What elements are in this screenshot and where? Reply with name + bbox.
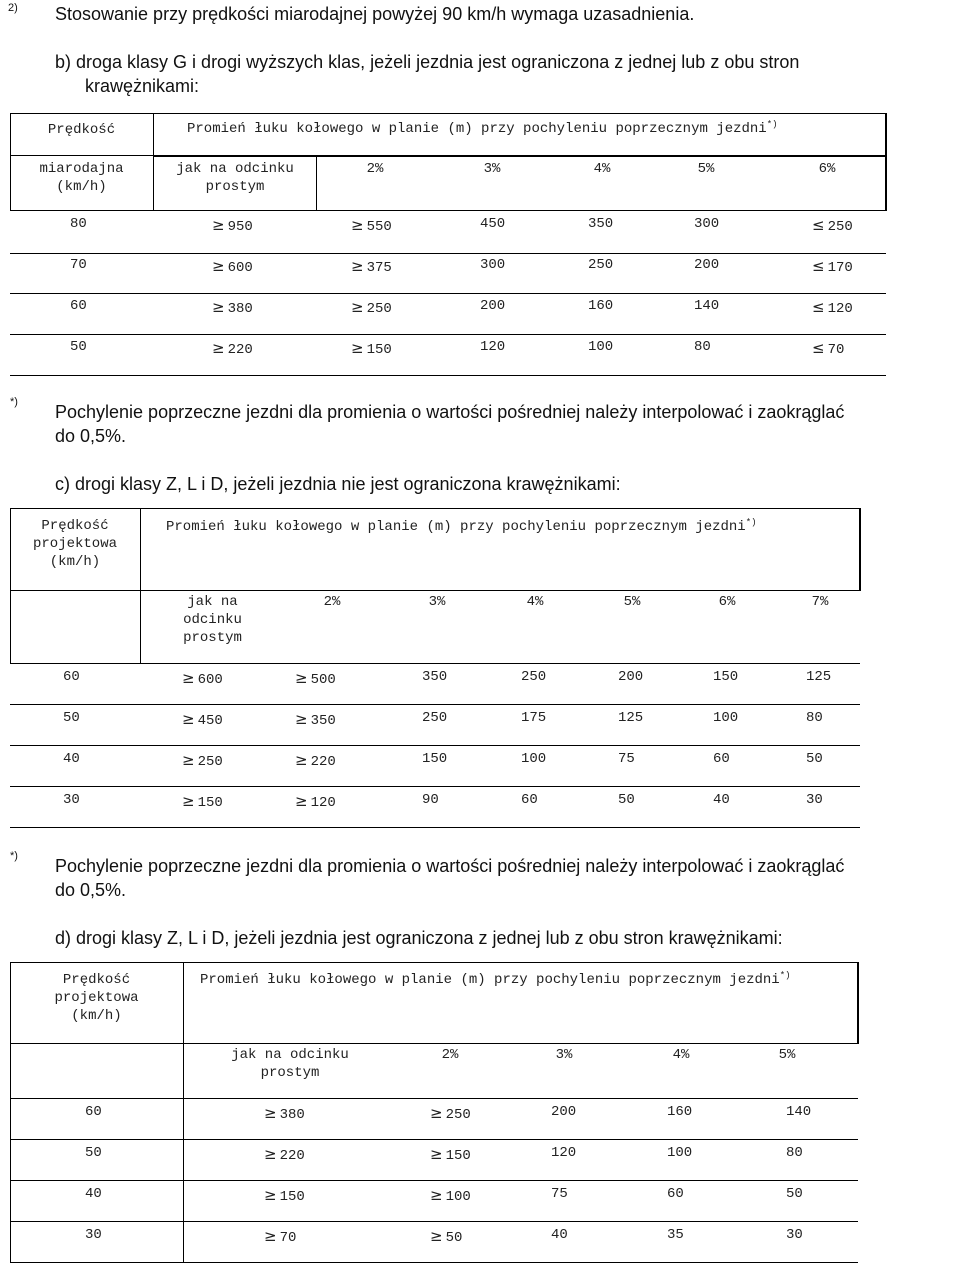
- table-c-value: 600: [197, 672, 223, 688]
- table-c-value: 100: [713, 710, 739, 726]
- table-c-value-cell: [521, 751, 546, 767]
- greater-equal-icon: ≥: [295, 710, 308, 728]
- table-b-value-cell: [212, 298, 253, 317]
- table-c-value-cell: [806, 792, 823, 808]
- table-d-value: 140: [786, 1104, 812, 1120]
- table-b-sub-header: 6%: [818, 161, 836, 177]
- table-b-value-cell: [212, 216, 253, 235]
- table-d-speed-cell: 60: [85, 1104, 102, 1120]
- greater-equal-icon: ≥: [295, 669, 308, 687]
- table-c-value-cell: [806, 669, 831, 685]
- table-d-speed-cell: 50: [85, 1145, 102, 1161]
- table-c-value: 250: [521, 669, 547, 685]
- section-b-note: Pochylenie poprzeczne jezdni dla promienia o wartości pośredniej należy interpolować i zaokrąglać: [55, 402, 845, 422]
- table-c-value: 40: [713, 792, 730, 808]
- table-c-sub-header: 3%: [428, 594, 446, 610]
- section-c-note-cont: do 0,5%.: [55, 880, 127, 900]
- table-c-value-cell: [295, 751, 336, 770]
- section-b-note-mark: *): [10, 396, 18, 408]
- table-d-value-cell: [551, 1104, 576, 1120]
- greater-equal-icon: ≥: [351, 257, 364, 275]
- table-c-value: 350: [310, 713, 336, 729]
- table-c-value-cell: [806, 710, 823, 726]
- section-b-heading-cont: krawężnikami:: [85, 76, 200, 96]
- table-c-value: 100: [521, 751, 547, 767]
- greater-equal-icon: ≥: [351, 339, 364, 357]
- table-c-value: 50: [806, 751, 823, 767]
- table-b-value-cell: [480, 298, 505, 314]
- table-d-value-cell: [264, 1186, 305, 1205]
- greater-equal-icon: ≥: [182, 710, 195, 728]
- table-d-value-cell: [430, 1186, 471, 1205]
- table-b-sub-header: 5%: [697, 161, 715, 177]
- table-d-value: 35: [667, 1227, 684, 1243]
- table-d-value-cell: [786, 1227, 803, 1243]
- greater-equal-icon: ≥: [264, 1227, 277, 1245]
- table-b-value: 350: [588, 216, 614, 232]
- table-c-speed-cell: 60: [63, 669, 80, 685]
- table-b-value-cell: [351, 339, 392, 358]
- table-d-value: 60: [667, 1186, 684, 1202]
- table-c-value: 50: [618, 792, 635, 808]
- table-b-sub-header: jak na odcinku prostym: [176, 161, 294, 195]
- table-c-value: 90: [422, 792, 439, 808]
- table-b-value-cell: [588, 257, 613, 273]
- table-c-value: 150: [197, 795, 223, 811]
- footnote-text: Stosowanie przy prędkości miarodajnej powyżej 90 km/h wymaga uzasadnienia.: [55, 4, 695, 24]
- table-b-value: 200: [694, 257, 720, 273]
- table-c-sub-header: 7%: [811, 594, 829, 610]
- section-b-note-cont: do 0,5%.: [55, 426, 127, 446]
- table-b-value-cell: [694, 257, 719, 273]
- greater-equal-icon: ≥: [212, 339, 225, 357]
- greater-equal-icon: ≥: [212, 216, 225, 234]
- table-c-value-cell: [521, 710, 546, 726]
- table-c-value: 350: [422, 669, 448, 685]
- greater-equal-icon: ≥: [264, 1145, 277, 1163]
- table-b-value: 250: [827, 219, 853, 235]
- table-b-value-cell: [212, 257, 253, 276]
- table-b-sub-header: 4%: [593, 161, 611, 177]
- table-b-main-header: Promień łuku kołowego w planie (m) przy pochyleniu poprzecznym jezdni*): [187, 119, 778, 137]
- table-c-value-cell: [182, 751, 223, 770]
- table-d-value-cell: [430, 1145, 471, 1164]
- table-d-value: 200: [551, 1104, 577, 1120]
- table-d-value: 100: [667, 1145, 693, 1161]
- table-c-value: 150: [422, 751, 448, 767]
- table-b-value-cell: [351, 216, 392, 235]
- table-c-speed-cell: 40: [63, 751, 80, 767]
- table-d-value-cell: [551, 1227, 568, 1243]
- table-d-value-cell: [786, 1104, 811, 1120]
- table-b-value-cell: [812, 216, 853, 235]
- table-b-value: 70: [827, 342, 845, 358]
- table-c-value: 75: [618, 751, 635, 767]
- table-b-value: 600: [227, 260, 253, 276]
- greater-equal-icon: ≥: [182, 792, 195, 810]
- table-d-value: 220: [279, 1148, 305, 1164]
- table-b-value-cell: [812, 339, 844, 358]
- table-b-value: 200: [480, 298, 506, 314]
- table-d-value-cell: [667, 1186, 684, 1202]
- table-b-value: 120: [827, 301, 853, 317]
- table-d-sub-header: jak na odcinku prostym: [231, 1047, 349, 1081]
- table-c-value: 30: [806, 792, 823, 808]
- table-c-value: 150: [713, 669, 739, 685]
- table-b-value-cell: [694, 216, 719, 232]
- table-b-value-cell: [351, 257, 392, 276]
- table-c-value-cell: [713, 669, 738, 685]
- table-c-value-cell: [422, 751, 447, 767]
- table-c-speed-cell: 30: [63, 792, 80, 808]
- table-b-value: 120: [480, 339, 506, 355]
- table-b-value: 380: [227, 301, 253, 317]
- table-d-value-cell: [264, 1145, 305, 1164]
- table-d-value-cell: [551, 1186, 568, 1202]
- greater-equal-icon: ≥: [295, 751, 308, 769]
- greater-equal-icon: ≥: [295, 792, 308, 810]
- table-b-value: 150: [366, 342, 392, 358]
- table-c-value: 60: [713, 751, 730, 767]
- table-b-speed-cell: 80: [70, 216, 87, 232]
- table-b-value-cell: [588, 298, 613, 314]
- table-c-value-cell: [618, 710, 643, 726]
- section-c-note-mark: *): [10, 850, 18, 862]
- table-c-speed-header: Prędkość projektowa (km/h): [32, 518, 117, 570]
- table-c-value: 250: [197, 754, 223, 770]
- table-d-value-cell: [667, 1145, 692, 1161]
- table-b-value-cell: [480, 216, 505, 232]
- table-b-value-cell: [212, 339, 253, 358]
- table-b-value: 550: [366, 219, 392, 235]
- table-d-value-cell: [551, 1145, 576, 1161]
- table-d-value: 160: [667, 1104, 693, 1120]
- table-b-value-cell: [694, 339, 711, 355]
- table-c-value: 450: [197, 713, 223, 729]
- table-c-sub-header: 2%: [323, 594, 341, 610]
- table-c-value-cell: [618, 792, 635, 808]
- table-d-value-cell: [430, 1227, 462, 1246]
- greater-equal-icon: ≥: [182, 669, 195, 687]
- greater-equal-icon: ≥: [351, 298, 364, 316]
- table-d-value: 80: [786, 1145, 803, 1161]
- table-c-value-cell: [182, 710, 223, 729]
- greater-equal-icon: ≥: [430, 1186, 443, 1204]
- section-c-note: Pochylenie poprzeczne jezdni dla promienia o wartości pośredniej należy interpolować i zaokrąglać: [55, 856, 845, 876]
- less-equal-icon: ≤: [812, 216, 825, 234]
- table-c-value-cell: [182, 669, 223, 688]
- table-b-sub-header: 2%: [366, 161, 384, 177]
- section-d-heading: d) drogi klasy Z, L i D, jeżeli jezdnia jest ograniczona z jednej lub z obu stron krawężnikami:: [55, 928, 783, 948]
- table-b-value: 375: [366, 260, 392, 276]
- table-c-sub-header: 4%: [526, 594, 544, 610]
- table-c-value: 500: [310, 672, 336, 688]
- table-d-value-cell: [264, 1227, 296, 1246]
- greater-equal-icon: ≥: [351, 216, 364, 234]
- table-b-value-cell: [812, 298, 853, 317]
- section-c-heading: c) drogi klasy Z, L i D, jeżeli jezdnia nie jest ograniczona krawężnikami:: [55, 474, 621, 494]
- table-b-value-cell: [480, 339, 505, 355]
- table-c-value: 125: [806, 669, 832, 685]
- table-d-speed-header: Prędkość projektowa (km/h): [54, 972, 139, 1024]
- table-d-sub-header: 2%: [441, 1047, 459, 1063]
- table-b-value-cell: [588, 216, 613, 232]
- table-c-value-cell: [295, 710, 336, 729]
- table-c-value-cell: [182, 792, 223, 811]
- table-d-value: 150: [279, 1189, 305, 1205]
- table-b-value: 140: [694, 298, 720, 314]
- table-b-speed-cell: 70: [70, 257, 87, 273]
- table-b-value: 450: [480, 216, 506, 232]
- table-d-value-cell: [667, 1104, 692, 1120]
- table-d-sub-header: 3%: [555, 1047, 573, 1063]
- table-d-value: 30: [786, 1227, 803, 1243]
- greater-equal-icon: ≥: [182, 751, 195, 769]
- table-b-value: 80: [694, 339, 711, 355]
- table-b-value: 160: [588, 298, 614, 314]
- less-equal-icon: ≤: [812, 339, 825, 357]
- table-b-value: 300: [694, 216, 720, 232]
- table-c-sub-header: 6%: [718, 594, 736, 610]
- table-d-value: 50: [445, 1230, 463, 1246]
- table-c-value-cell: [713, 792, 730, 808]
- table-c-value-cell: [295, 669, 336, 688]
- table-b-value-cell: [588, 339, 613, 355]
- table-d-value-cell: [786, 1145, 803, 1161]
- table-d-value: 150: [445, 1148, 471, 1164]
- table-b-value: 950: [227, 219, 253, 235]
- table-d-value: 120: [551, 1145, 577, 1161]
- table-b-value: 250: [588, 257, 614, 273]
- table-b-value-cell: [351, 298, 392, 317]
- greater-equal-icon: ≥: [264, 1104, 277, 1122]
- less-equal-icon: ≤: [812, 257, 825, 275]
- greater-equal-icon: ≥: [430, 1145, 443, 1163]
- table-b-value-cell: [812, 257, 853, 276]
- table-c-value: 220: [310, 754, 336, 770]
- greater-equal-icon: ≥: [430, 1104, 443, 1122]
- table-b-value-cell: [480, 257, 505, 273]
- table-c-value-cell: [521, 792, 538, 808]
- table-b-value: 250: [366, 301, 392, 317]
- table-c-value-cell: [422, 710, 447, 726]
- table-c-value: 250: [422, 710, 448, 726]
- table-c-value-cell: [806, 751, 823, 767]
- table-c-value-cell: [713, 710, 738, 726]
- table-b-speed-cell: 60: [70, 298, 87, 314]
- table-d-value: 40: [551, 1227, 568, 1243]
- table-b-value-cell: [694, 298, 719, 314]
- section-b-heading: b) droga klasy G i drogi wyższych klas, jeżeli jezdnia jest ograniczona z jednej lub z obu stron: [55, 52, 800, 72]
- table-c-value-cell: [422, 792, 439, 808]
- table-c-value: 120: [310, 795, 336, 811]
- table-d-value-cell: [786, 1186, 803, 1202]
- table-d-sub-header: 4%: [672, 1047, 690, 1063]
- table-d-sub-header: 5%: [778, 1047, 796, 1063]
- table-c-value: 200: [618, 669, 644, 685]
- table-b-value: 300: [480, 257, 506, 273]
- table-c-value-cell: [422, 669, 447, 685]
- table-d-main-header: Promień łuku kołowego w planie (m) przy pochyleniu poprzecznym jezdni*): [200, 970, 791, 988]
- footnote-mark: 2): [8, 2, 18, 14]
- table-d-value-cell: [430, 1104, 471, 1123]
- table-c-main-header: Promień łuku kołowego w planie (m) przy pochyleniu poprzecznym jezdni*): [166, 517, 757, 535]
- table-d-value: 100: [445, 1189, 471, 1205]
- table-d-speed-cell: 40: [85, 1186, 102, 1202]
- table-c-value: 60: [521, 792, 538, 808]
- table-c-value-cell: [521, 669, 546, 685]
- greater-equal-icon: ≥: [212, 298, 225, 316]
- table-c-value-cell: [618, 669, 643, 685]
- table-b-speed-header: Prędkość: [47, 122, 116, 138]
- greater-equal-icon: ≥: [264, 1186, 277, 1204]
- table-b-speed-unit: miarodajna (km/h): [39, 161, 124, 195]
- table-d-value: 380: [279, 1107, 305, 1123]
- table-c-value-cell: [295, 792, 336, 811]
- table-d-speed-cell: 30: [85, 1227, 102, 1243]
- greater-equal-icon: ≥: [212, 257, 225, 275]
- table-b-value: 100: [588, 339, 614, 355]
- table-d-value-cell: [667, 1227, 684, 1243]
- table-d-value: 50: [786, 1186, 803, 1202]
- greater-equal-icon: ≥: [430, 1227, 443, 1245]
- table-c-speed-cell: 50: [63, 710, 80, 726]
- table-d-value-cell: [264, 1104, 305, 1123]
- table-b-value: 220: [227, 342, 253, 358]
- table-c-sub-header: 5%: [623, 594, 641, 610]
- table-b-sub-header: 3%: [483, 161, 501, 177]
- less-equal-icon: ≤: [812, 298, 825, 316]
- table-c-value: 80: [806, 710, 823, 726]
- table-c-value: 125: [618, 710, 644, 726]
- table-b-speed-cell: 50: [70, 339, 87, 355]
- table-c-value: 175: [521, 710, 547, 726]
- table-d-value: 70: [279, 1230, 297, 1246]
- table-b-value: 170: [827, 260, 853, 276]
- table-c-value-cell: [713, 751, 730, 767]
- table-c-sub-header: jak na odcinku prostym: [183, 594, 242, 646]
- table-c-value-cell: [618, 751, 635, 767]
- table-d-value: 75: [551, 1186, 568, 1202]
- table-d-value: 250: [445, 1107, 471, 1123]
